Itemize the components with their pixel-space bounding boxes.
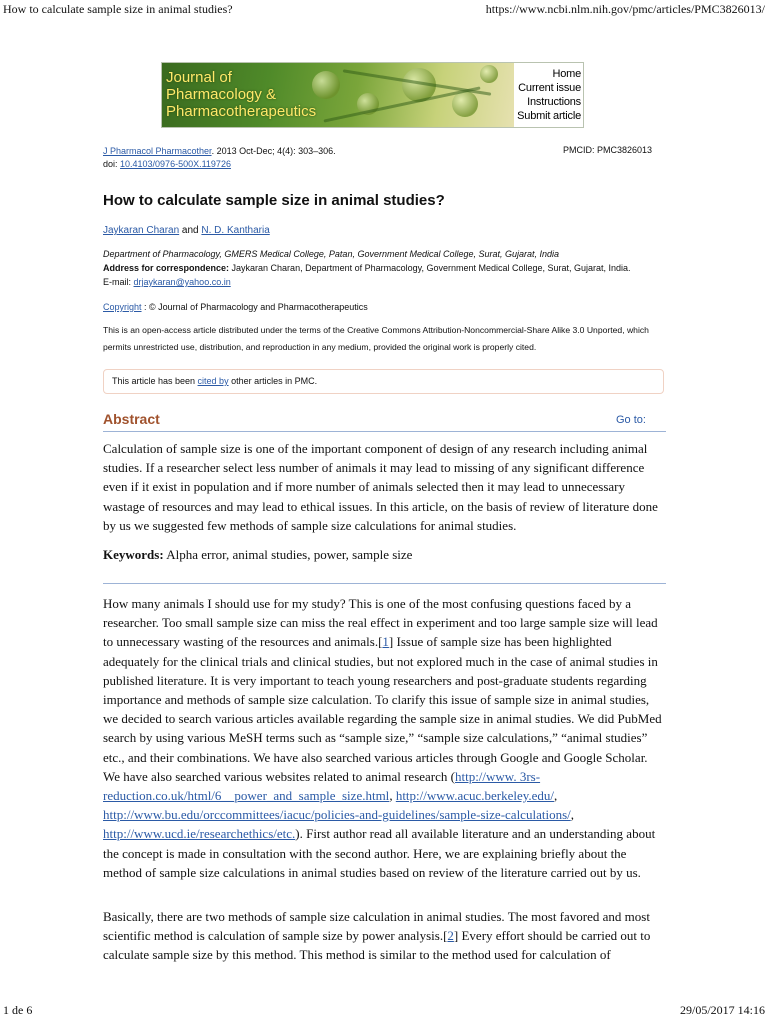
author-link-charan[interactable]: Jaykaran Charan (103, 225, 180, 236)
keywords-line (103, 545, 666, 564)
nav-submit-article-link[interactable]: Submit article (517, 110, 581, 122)
correspondence-text: Jaykaran Charan, Department of Pharmacology, Government Medical College, Surat, Gujarat, India. (229, 263, 631, 273)
paragraph-text: Basically, there are two methods of sample size calculation in animal studies. The most favored and most scientific method is calculation of sample size by power analysis.[ (103, 909, 650, 944)
affiliation: Department of Pharmacology, GMERS Medical College, Patan, Government Medical College, Surat, Gujarat, India (103, 249, 560, 259)
url-link-bu[interactable]: http://www.bu.edu/orccommittees/iacuc/policies-and-guidelines/sample-size-calculations/ (103, 807, 571, 823)
reference-link-1[interactable]: 1 (382, 634, 389, 650)
nav-instructions-link[interactable]: Instructions (527, 96, 581, 108)
author-separator: and (179, 225, 202, 236)
email-line (103, 276, 663, 289)
print-header-url: https://www.ncbi.nlm.nih.gov/pmc/articles/PMC3826013/ (485, 2, 765, 16)
section-divider (103, 431, 666, 432)
separator: , (554, 788, 558, 804)
print-datetime: 29/05/2017 14:16 (679, 1003, 765, 1017)
paragraph-text: ] Every effort should be carried out to calculate sample size by this method. This method is similar to the method used for calculation of (103, 928, 651, 963)
copyright-text: : © Journal of Pharmacology and Pharmacotherapeutics (141, 302, 368, 312)
author-link-kantharia[interactable]: N. D. Kantharia (201, 225, 270, 236)
cited-by-prefix: This article has been (112, 376, 198, 386)
pmcid: PMCID: PMC3826013 (563, 145, 653, 155)
doi-line (103, 158, 663, 171)
doi-link[interactable]: 10.4103/0976-500X.119726 (120, 159, 231, 169)
email-label: E-mail: (103, 277, 134, 287)
copyright-line (103, 301, 663, 314)
keywords-label: Keywords: (103, 547, 164, 562)
article-title: How to calculate sample size in animal studies? (103, 192, 445, 209)
journal-banner (161, 62, 584, 128)
cited-by-link[interactable]: cited by (197, 376, 229, 386)
body-paragraph (103, 907, 666, 965)
separator: , (570, 807, 574, 823)
journal-citation-link[interactable]: J Pharmacol Pharmacother (103, 146, 212, 156)
url-link-3rs[interactable]: http://www. 3rs-reduction.co.uk/html/6__power_and_sample_size.html (103, 768, 541, 804)
cited-by-box (103, 369, 664, 394)
page-number: 1 de 6 (3, 1003, 33, 1017)
doi-label: doi: (103, 159, 121, 169)
journal-logo-text: Journal of Pharmacology & Pharmacotherapeutics (166, 69, 317, 120)
goto-link[interactable]: Go to: (616, 414, 646, 426)
section-divider (103, 583, 666, 584)
author-list (103, 225, 270, 236)
reference-link-2[interactable]: 2 (447, 928, 454, 944)
print-header (0, 0, 768, 24)
email-link[interactable]: drjaykaran@yahoo.co.in (133, 277, 231, 287)
paragraph-text: ). First author read all available literature and an understanding about the concept is made in consultation with the second author. Here, we are explaining briefly about the method of sample size calculations in animal studies based on review of the literature carried out by us. (103, 826, 656, 880)
keywords-text: Alpha error, animal studies, power, sample size (163, 547, 413, 562)
url-link-ucd[interactable]: http://www.ucd.ie/researchethics/etc. (103, 826, 296, 842)
body-paragraph (103, 594, 666, 882)
cited-by-suffix: other articles in PMC. (228, 376, 318, 386)
correspondence-label: Address for correspondence: (103, 263, 230, 273)
url-link-berkeley[interactable]: http://www.acuc.berkeley.edu/ (395, 788, 555, 804)
citation-details: . 2013 Oct-Dec; 4(4): 303–306. (211, 146, 336, 156)
license-text: This is an open-access article distributed under the terms of the Creative Commons Attribution-Noncommercial-Share Alike 3.0 Unported, which permits unrestricted use, distribution, and reproduction in any medium, provided the original work is properly cited. (103, 325, 649, 352)
correspondence (103, 262, 663, 275)
nav-current-issue-link[interactable]: Current issue (518, 82, 581, 94)
paragraph-text: How many animals I should use for my study? This is one of the most confusing questions faced by a researcher. Too small sample size can miss the real effect in experiment and too large sample size will lead to unnecessary wasting of the resources and animals.[ (103, 596, 658, 650)
print-footer (0, 1002, 768, 1024)
abstract-heading: Abstract (103, 411, 160, 427)
nav-home-link[interactable]: Home (552, 68, 581, 80)
journal-nav (514, 63, 583, 127)
journal-banner-image[interactable] (162, 63, 514, 127)
print-header-title: How to calculate sample size in animal studies? (3, 2, 233, 16)
paragraph-text: ] Issue of sample size has been highlighted adequately for the clinical trials and clinical studies, but not explored much in the case of animal studies in published literature. It is very important to teach young researchers and post-graduate students regarding importance and methods of sample size calculation. To clarify this issue of sample size in animal studies, we decided to search various articles available regarding the sample size in animal studies. We did PubMed search by using various MeSH terms such as “sample size,” “sample size calculations,” “animal studies” etc., and their combinations. We have also searched various articles through Google and Google Scholar. We have also searched various websites related to animal research ( (103, 634, 662, 784)
abstract-text: Calculation of sample size is one of the important component of design of any research including animal studies. If a researcher select less number of animals it may lead to missing of any significant difference even if it exist in population and if more number of animals selected then it may lead to unnecessary wastage of resources and may lead to ethical issues. In this article, on the basis of review of literature done by us we suggested few methods of sample size calculations for animal studies. (103, 441, 658, 533)
separator: , (389, 788, 396, 804)
copyright-link[interactable]: Copyright (103, 302, 142, 312)
